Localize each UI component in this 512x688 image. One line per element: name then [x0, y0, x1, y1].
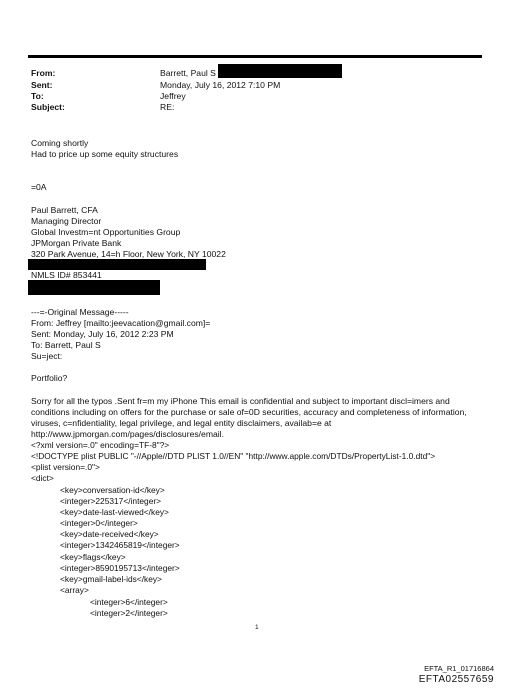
xml-line: <integer>1342465819</integer> — [60, 540, 180, 550]
bates-number-small: EFTA_R1_01716864 — [424, 664, 494, 673]
disclaimer-line: conditions including on offers for the purchase or sale of=0D securities, accuracy and completeness of information, — [31, 407, 467, 417]
body-line-2: Had to price up some equity structures — [31, 149, 179, 159]
redaction-signature-contact — [28, 280, 160, 295]
xml-line: <plist version=.0"> — [31, 462, 100, 472]
header-rule — [28, 55, 482, 58]
signature-address: 320 Park Avenue, 14=h Floor, New York, NY 10022 — [31, 249, 226, 259]
xml-line: <integer>2</integer> — [90, 608, 168, 618]
xml-line: <key>flags</key> — [60, 552, 126, 562]
disclaimer-line: Sorry for all the typos .Sent fr=m my iPhone This email is confidential and subject to important discl=imers and — [31, 396, 450, 406]
subject-value: RE: — [160, 102, 175, 112]
disclaimer-paragraph — [31, 396, 467, 440]
bates-number-large: EFTA02557659 — [418, 674, 494, 685]
sent-value: Monday, July 16, 2012 7:10 PM — [160, 80, 281, 90]
page-number: 1 — [255, 624, 259, 631]
xml-line: <!DOCTYPE plist PUBLIC "-//Apple//DTD PLIST 1.0//EN" "http://www.apple.com/DTDs/PropertyList-1.0.dtd"> — [31, 451, 436, 461]
to-value: Jeffrey — [160, 91, 186, 101]
signature-group: Global Investm=nt Opportunities Group — [31, 227, 181, 237]
disclaimer-line: http://www.jpmorgan.com/pages/disclosures/email. — [31, 429, 224, 439]
xml-line: <key>conversation-id</key> — [60, 485, 165, 495]
subject-label: Subject: — [31, 102, 65, 112]
xml-line: <key>date-last-viewed</key> — [60, 507, 169, 517]
disclaimer-line: viruses, c=nfidentiality, legal privilege, and legal entity disclaimers, availab=e at — [31, 418, 332, 428]
to-label: To: — [31, 91, 44, 101]
signature-nmls: NMLS ID# 853441 — [31, 270, 102, 280]
xml-line: <integer>225317</integer> — [60, 496, 162, 506]
signature-title: Managing Director — [31, 216, 102, 226]
original-to: To: Barrett, Paul S — [31, 340, 101, 350]
body-line-1: Coming shortly — [31, 138, 89, 148]
redaction-from-email — [218, 64, 342, 78]
signature-name: Paul Barrett, CFA — [31, 205, 98, 215]
sent-label: Sent: — [31, 80, 53, 90]
xml-line: <key>gmail-label-ids</key> — [60, 574, 162, 584]
xml-line: <key>date-received</key> — [60, 529, 159, 539]
xml-line: <?xml version=.0" encoding=TF-8"?> — [31, 440, 170, 450]
xml-line: <integer>8590195713</integer> — [60, 563, 180, 573]
original-question: Portfolio? — [31, 373, 68, 383]
xml-line: <integer>0</integer> — [60, 518, 138, 528]
original-sent: Sent: Monday, July 16, 2012 2:23 PM — [31, 329, 174, 339]
signature-company: JPMorgan Private Bank — [31, 238, 122, 248]
body-marker: =0A — [31, 182, 47, 192]
xml-line: <array> — [60, 585, 89, 595]
from-value: Barrett, Paul S — [160, 68, 216, 78]
original-from: From: Jeffrey [mailto:jeevacation@gmail.com]= — [31, 318, 211, 328]
from-label: From: — [31, 68, 56, 78]
redaction-signature-phone — [28, 259, 206, 270]
xml-line: <integer>6</integer> — [90, 597, 168, 607]
original-divider: ---=-Original Message----- — [31, 307, 129, 317]
xml-line: <dict> — [31, 473, 54, 483]
original-subject: Su=ject: — [31, 351, 63, 361]
